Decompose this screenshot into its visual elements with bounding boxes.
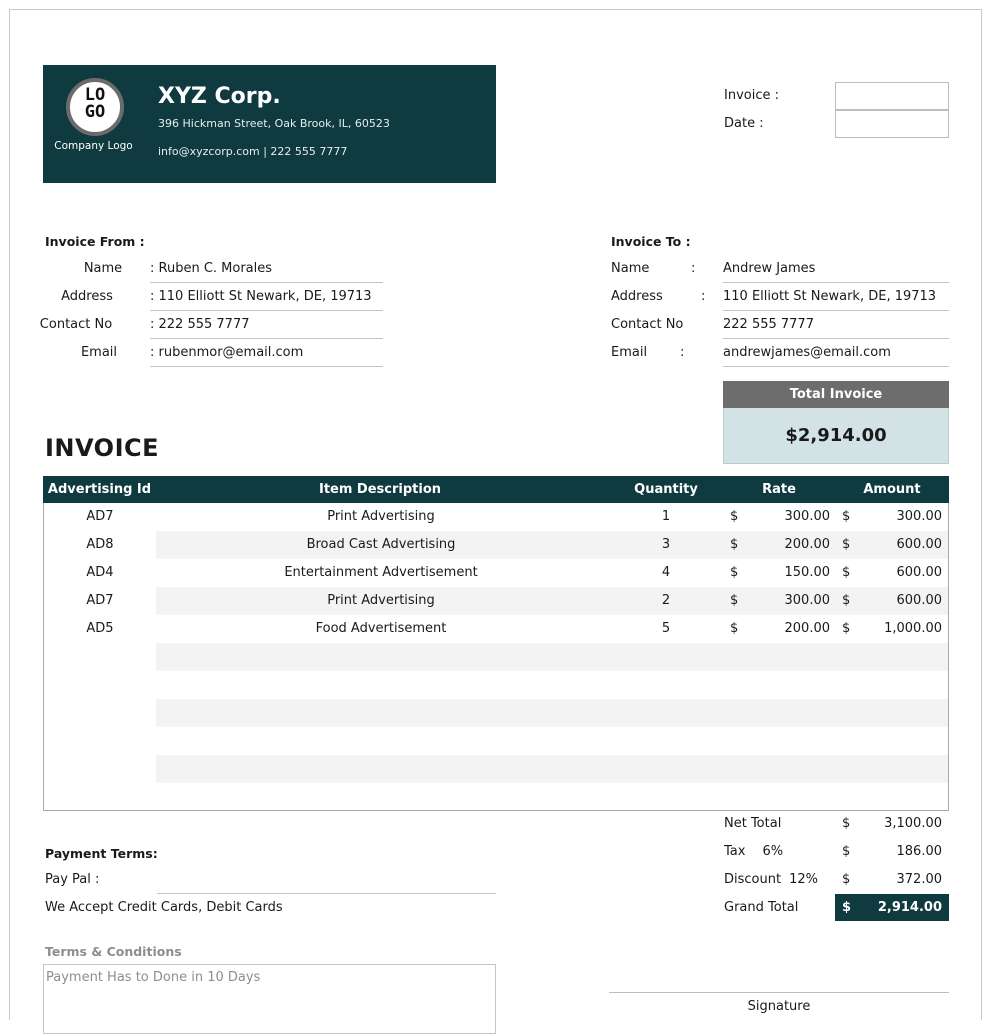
cell-item-description: Food Advertisement [315, 621, 447, 636]
cell-quantity: 2 [661, 593, 671, 608]
net-total-value: 3,100.00 [884, 816, 942, 831]
tax-value: 186.00 [896, 844, 942, 859]
discount-label-text: Discount [724, 872, 782, 887]
cell-amount: 600.00 [896, 593, 942, 608]
cell-quantity: 1 [661, 509, 671, 524]
to-address-value: 110 Elliott St Newark, DE, 19713 [723, 283, 949, 311]
cell-amount: 1,000.00 [884, 621, 942, 636]
from-email-value: : rubenmor@email.com [150, 339, 383, 367]
to-contact-label: Contact No [611, 317, 684, 332]
cell-amount: 600.00 [896, 565, 942, 580]
accepted-payments: We Accept Credit Cards, Debit Cards [45, 900, 283, 915]
table-header [43, 476, 949, 503]
col-advertising-id: Advertising Id [47, 482, 152, 497]
from-address-value: : 110 Elliott St Newark, DE, 19713 [150, 283, 383, 311]
company-contact: info@xyzcorp.com | 222 555 7777 [158, 145, 348, 158]
signature-label: Signature [747, 999, 811, 1014]
to-address-colon: : [701, 289, 706, 304]
cell-advertising-id: AD5 [86, 621, 114, 636]
cell-rate-currency: $ [730, 593, 739, 608]
empty-table-row [44, 783, 948, 811]
cell-advertising-id [44, 671, 156, 699]
from-contact-label: Contact No [39, 317, 113, 332]
discount-label [724, 872, 818, 887]
cell-quantity: 4 [661, 565, 671, 580]
signature-line [609, 992, 949, 993]
net-total-label: Net Total [724, 816, 782, 831]
to-name-colon: : [691, 261, 696, 276]
cell-item-description: Broad Cast Advertising [306, 537, 456, 552]
cell-amount: 600.00 [896, 537, 942, 552]
cell-advertising-id [44, 727, 156, 755]
payment-terms-title: Payment Terms: [45, 846, 158, 861]
paypal-label: Pay Pal : [45, 872, 100, 887]
empty-table-row [44, 671, 948, 699]
grand-total-box [835, 894, 949, 921]
total-invoice-value: $2,914.00 [723, 408, 949, 464]
terms-text[interactable]: Payment Has to Done in 10 Days [43, 964, 496, 1034]
cell-rate-currency: $ [730, 621, 739, 636]
table-row [44, 615, 948, 643]
cell-amount-currency: $ [842, 593, 851, 608]
empty-table-row [44, 755, 948, 783]
invoice-number-field[interactable] [835, 82, 949, 110]
cell-item-description: Print Advertising [327, 509, 435, 524]
tax-label [724, 844, 783, 859]
cell-amount-currency: $ [842, 621, 851, 636]
table-row [44, 503, 948, 531]
date-label: Date : [724, 116, 764, 131]
cell-advertising-id: AD4 [86, 565, 114, 580]
col-quantity: Quantity [634, 482, 698, 497]
cell-rate: 300.00 [784, 509, 830, 524]
cell-item-description: Entertainment Advertisement [284, 565, 478, 580]
from-name-value: : Ruben C. Morales [150, 255, 383, 283]
cell-amount-currency: $ [842, 509, 851, 524]
to-email-value: andrewjames@email.com [723, 339, 949, 367]
table-row [44, 587, 948, 615]
grand-total-currency: $ [842, 900, 852, 915]
discount-rate: 12% [789, 872, 818, 887]
paypal-field[interactable] [157, 893, 496, 894]
from-email-label: Email [80, 345, 118, 360]
date-field[interactable] [835, 110, 949, 138]
invoice-to-title: Invoice To : [611, 234, 691, 249]
company-address: 396 Hickman Street, Oak Brook, IL, 60523 [158, 117, 390, 130]
discount-value: 372.00 [896, 872, 942, 887]
cell-rate: 200.00 [784, 537, 830, 552]
cell-rate-currency: $ [730, 565, 739, 580]
cell-advertising-id [44, 755, 156, 783]
cell-quantity: 5 [661, 621, 671, 636]
cell-rate: 300.00 [784, 593, 830, 608]
cell-advertising-id [44, 643, 156, 671]
cell-advertising-id: AD7 [44, 587, 156, 615]
to-address-label: Address [611, 289, 663, 304]
from-name-label: Name [83, 261, 123, 276]
invoice-from-title: Invoice From : [45, 234, 145, 249]
to-name-label: Name [611, 261, 650, 276]
tax-currency: $ [842, 844, 851, 859]
to-email-label: Email [611, 345, 648, 360]
cell-rate: 200.00 [784, 621, 830, 636]
to-name-value: Andrew James [723, 255, 949, 283]
to-contact-value: 222 555 7777 [723, 311, 949, 339]
logo-text: LO GO [84, 85, 106, 122]
cell-advertising-id: AD7 [86, 509, 114, 524]
tax-rate: 6% [762, 844, 784, 859]
cell-advertising-id [44, 699, 156, 727]
cell-advertising-id: AD8 [44, 531, 156, 559]
col-item-description: Item Description [318, 482, 442, 497]
cell-quantity: 3 [661, 537, 671, 552]
tax-label-text: Tax [724, 844, 746, 859]
cell-rate: 150.00 [784, 565, 830, 580]
to-email-colon: : [680, 345, 685, 360]
logo-caption: Company Logo [54, 140, 133, 152]
invoice-number-label: Invoice : [724, 88, 779, 103]
cell-rate-currency: $ [730, 509, 739, 524]
col-rate: Rate [762, 482, 796, 497]
invoice-title: INVOICE [45, 434, 160, 462]
company-name: XYZ Corp. [158, 84, 281, 109]
table-row [44, 531, 948, 559]
table-row [44, 559, 948, 587]
cell-advertising-id [44, 783, 156, 811]
col-amount: Amount [863, 482, 921, 497]
from-contact-value: : 222 555 7777 [150, 311, 383, 339]
total-invoice-label: Total Invoice [723, 381, 949, 408]
cell-rate-currency: $ [730, 537, 739, 552]
grand-total-value: 2,914.00 [877, 900, 942, 915]
from-address-label: Address [61, 289, 113, 304]
cell-amount-currency: $ [842, 565, 851, 580]
cell-amount: 300.00 [896, 509, 942, 524]
cell-item-description: Print Advertising [327, 593, 435, 608]
company-logo [66, 78, 124, 136]
cell-amount-currency: $ [842, 537, 851, 552]
terms-title: Terms & Conditions [45, 944, 182, 959]
empty-table-row [44, 699, 948, 727]
empty-table-row [44, 643, 948, 671]
net-total-currency: $ [842, 816, 851, 831]
discount-currency: $ [842, 872, 851, 887]
empty-table-row [44, 727, 948, 755]
grand-total-label: Grand Total [724, 900, 799, 915]
